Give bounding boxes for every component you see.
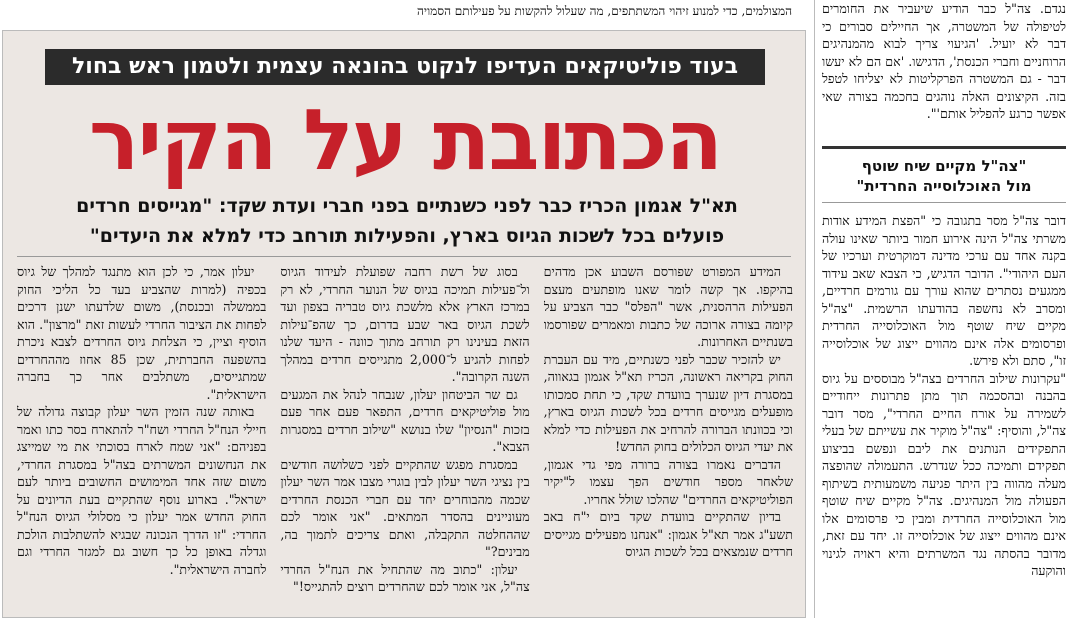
paragraph: הדברים נאמרו בצורה ברורה מפי גדי אגמון, שלאחר מספר חודשים הפך עצמו ל"יקיר הפוליטיקאים החרדים" שהלכו שולל אחריו. [543,456,793,507]
body-column-3 [17,263,266,613]
paragraph: בסוג של רשת רחבה שפועלת לעידוד הגיוס ול־פעילות תמיכה בגיוס של הנוער החרדי, לא רק במרכז הארץ אלא מלשכת גיוס טבריה בצפון ועד לשכת הגיוס באר שבע בדרום, כך שהפ־עילות הזאת בעינינו רק תורחב מתוך כוונה - היעד שלנו לפחות להגיע ל־2,000 מתגייסים חרדים במהלך השנה הקרובה". [280,264,530,384]
paragraph: נגדם. צה"ל כבר הודיע שיעביר את החומרים לטיפולה של המשטרה, אך החיילים סבורים כי דבר לא יועיל. 'הגיעוי צריך לבוא מהמנהיגים הרוחניים וחברי הכנסת', הדגישו. 'אם הם לא יעשו דבר - גם המשטרה הפרקליטות לא יצליחו לטפל בזה. הקיצונים האלה נוהגים בחכמה בצורה שאי אפשר כרגע להפליל אותם'". [822,1,1066,121]
sidebar-title [822,156,1066,203]
article-subhead [23,191,791,253]
photo-caption: המצולמים, כדי למנוע זיהוי המשתתפים, מה שעלול להקשות על פעילותם הסמויה [417,4,792,18]
paragraph: יעלון אמר, כי לכן הוא מתנגד למהלך של גיוס בכפיה (למרות שהצביע בעד כל הליכי החוק בממשלה ובכנסת), משום שלדעתו ישנן דרכים לפחות את הציבור החרדי לעשות זאת "מרצון". הוא הוסיף וציין, כי הצלחת גיוס החרדים לצבא ניכרת בהשפעה החברתית, שכן 85 אחוז מההחרדים שמתגייסים, משתלבים אחר כך בחברה הישראלית". [17,264,267,402]
sidebar-title-line: מול האוכלוסייה החרדית" [856,177,1032,195]
divider [17,256,791,257]
paragraph: בדיון שהתקיים בוועדת שקד ביום י"ח באב תשע"ג אמר תא"ל אגמון: "אנחנו מפעילים מגייסים חרדים שנמצאים בכל לשכות הגיוס [543,509,793,559]
subhead-line: תא"ל אגמון הכריז כבר לפני כשנתיים בפני חברי ועדת שקד: "מגייסים חרדים [76,195,738,217]
article-body [17,263,793,613]
paragraph: יש להזכיר שכבר לפני כשנתיים, מיד עם העברת החוק בקריאה ראשונה, הכריז תא"ל אגמון בגאווה, במסגרת דיון שנערך בוועדת שקד, כי תחת סמכותו מופעלים מגייסים חרדים בכל לשכות הגיוס בארץ, וכי בכוונתו הברורה להרחיב את הפעילות כדי למלא את יעדי הגיוס הכלולים בחוק החדש! [543,351,793,454]
paragraph: "עקרונות שילוב החרדים בצה"ל מבוססים על גיוס בהבנה ובהסכמה תוך מתן פתרונות ייחודיים לשמירה על אורח החיים החרדי", מסר דובר צה"ל, והוסיף: "צה"ל מוקיר את עשייתם של בעלי התפקידים הנותנים את ליבם ונפשם בביצוע תפקידם ותמיכה ככל שנדרש. התעמולה שהופצה מעלה מהווה בין היתר פגיעה משמעותית בשיתוף הפעולה מול המנהיגים. צה"ל מקיים שיח שוטף מול האוכלוסייה החרדית ומבין כי פרסומים אלו אינם מהווים ייצוג של אוכלוסייה זו. יחד עם זאת, מדובר בהסתה נגד המשרתים והיא ראויה לגינוי והוקעה [822,370,1066,578]
paragraph: דובר צה"ל מסר בתגובה כי "הפצת המידע אודות משרתי צה"ל הינה אירוע חמור ביותר שאינו עולה בקנה אחד עם ערכי מדינה דמוקרטית וערכיו של העם היהודי". הדובר הדגיש, כי הצבא שאב עידוד ממגעים נסתרים שהוא עורך עם גורמים חרדיים, ומסרב לא נחשפה בהודעתו הרשמית. "צה"ל מקיים שיח שוטף מול האוכלוסייה החרדית ופרסומים אלה אינם מהווים ייצוג של אוכלוסייה זו", סתם ולא פירש. [822,213,1066,368]
column-divider [814,0,815,618]
body-column-1 [544,263,793,613]
paragraph: יעלון: "כתוב מה שהתחיל את הנח"ל החרדי צה"ל, אני אומר לכם שהחרדים רוצים להתגייס!" [280,561,530,594]
paragraph: באותה שנה הזמין השר יעלון קבוצה גדולה של חיילי הנח"ל החרדי ושח"ר להתארח בסר כתו ואמר בפניהם: "אני שמח לארח בסוכתי את מי שמייצג את הנחשונים המשרתים בצה"ל במסגרת החרדי, משום שזה אחד המימושים החשובים ביותר לעם ישראל". בארוע נוסף שהתקיים בעת הדיונים על החוק החדש אמר יעלון כי מסלולי הגיוס הנח"ל החרדי: "זו הדרך הנכונה שבגיא להשתלבות הולכת וגדלה באופן כל כך חשוב גם למגזר החרדי וגם לחברה הישראלית". [17,404,267,577]
paragraph: המידע המפורט שפורסם השבוע אכן מדהים בהיקפו. אך קשה לומר שאנו מופתעים מעצם הפעילות הרהסנית, אשר "הפלס" כבר הצביע על קיומה בצורה ארוכה של כתבות ומאמרים שפורסמו בשנתיים האחרונות. [543,264,793,349]
subhead-line: פועלים בכל לשכות הגיוס בארץ, והפעילות תורחב כדי למלא את היעדים" [89,225,725,247]
article-kicker: בעוד פוליטיקאים העדיפו לנקוט בהונאה עצמית ולטמון ראש בחול [45,49,765,85]
article [2,30,806,618]
sidebar-top-text [822,0,1066,140]
sidebar-body [822,212,1066,612]
paragraph: במסגרת מפגש שהתקיים לפני כשלושה חודשים בין נציגי השר יעלון לבין בוגרי מצבו אמר השר יעלון שכמה מהבוחרים יחד עם חברי הכנסת החרדים מעוניינים בהסדר המתאים. "אני אומר לכם שההחלטה התקבלה, ואתם צריכים לתמוך בה, מבינים?" [280,456,530,559]
article-headline: הכתובת על הקיר [88,91,722,189]
paragraph: גם שר הביטחון יעלון, שנבחר לנהל את המגעים מול פוליטיקאים חרדים, התפאר פעם אחר פעם בזכות "הנסיון" שלו בנושא "שילוב חרדים במסגרות הצבא". [280,386,530,454]
sidebar-rule [822,146,1066,149]
sidebar-article [814,0,1072,618]
sidebar-title-line: "צה"ל מקיים שיח שוטף [861,157,1027,175]
body-column-2 [280,263,529,613]
